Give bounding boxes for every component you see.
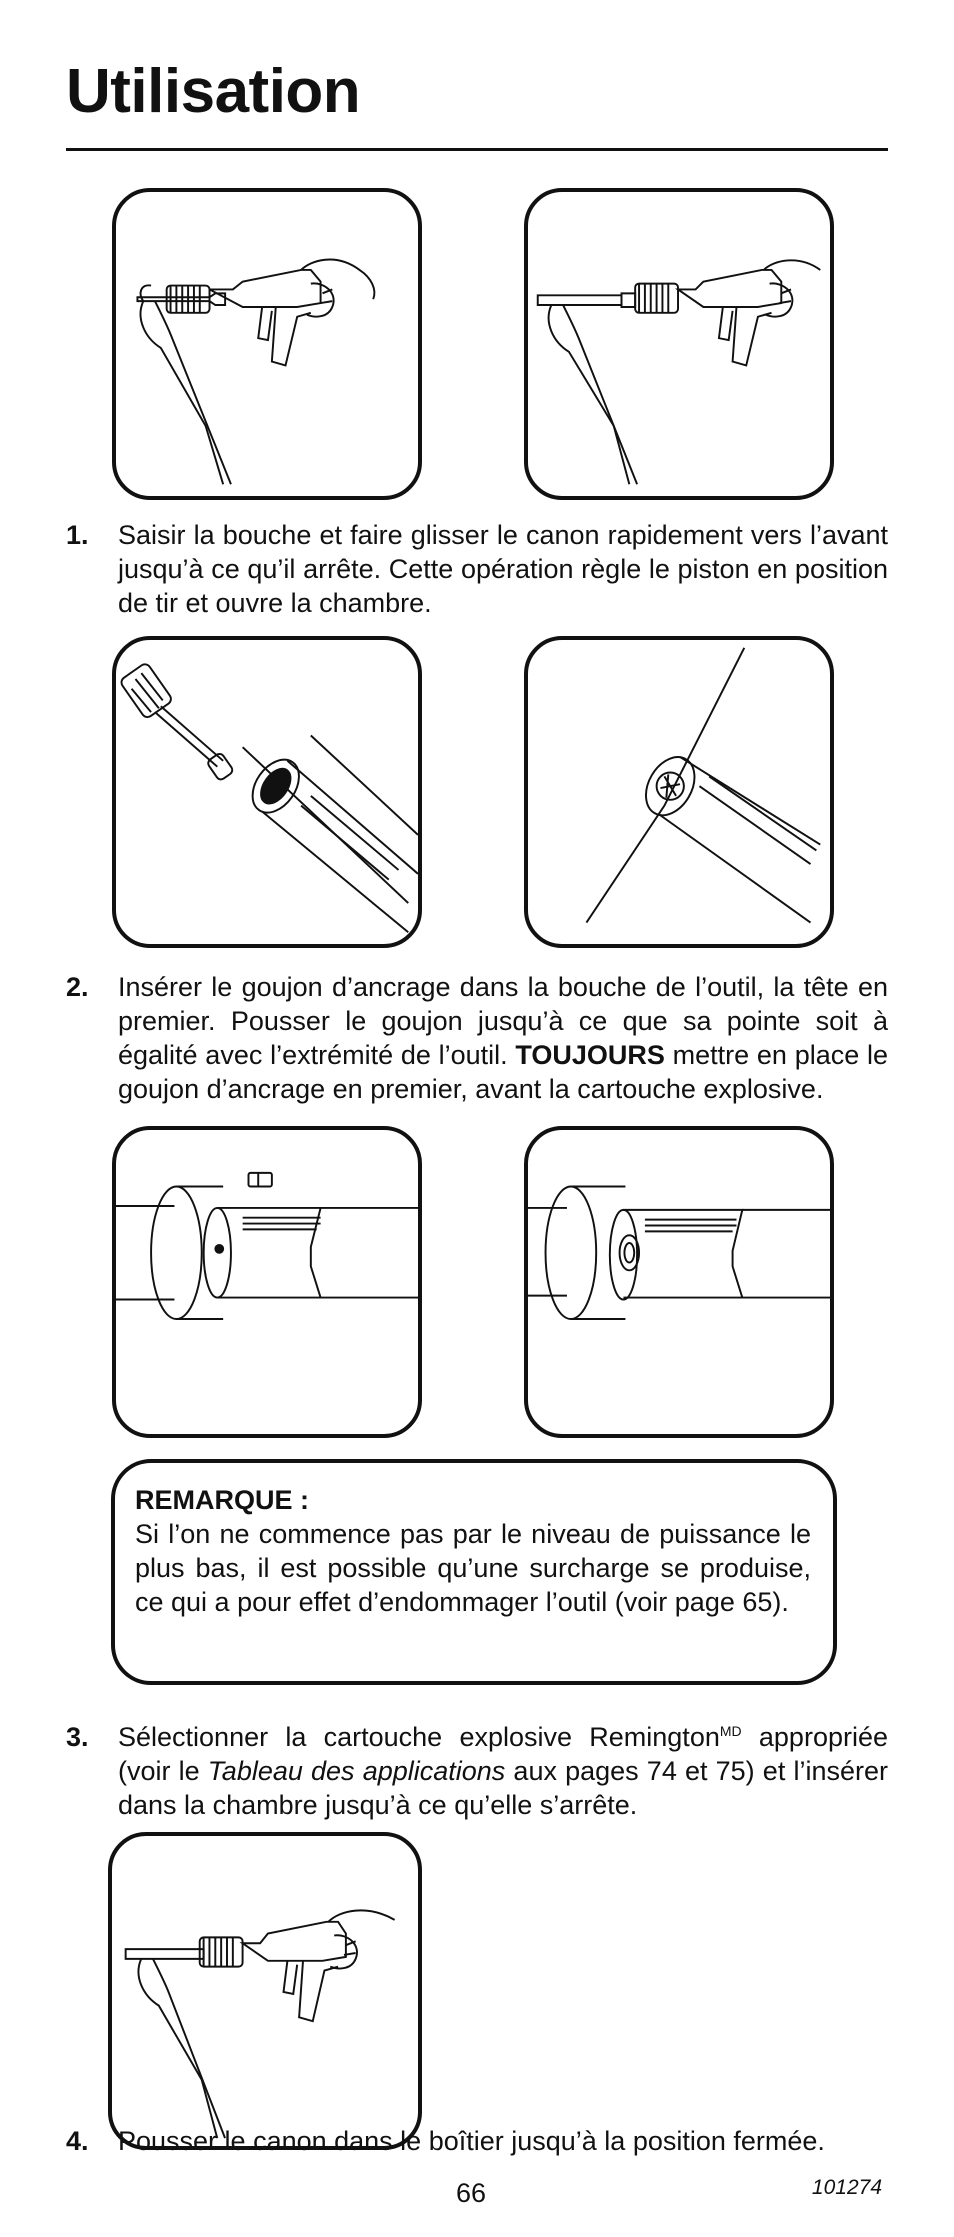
step-text: Pousser le canon dans le boîtier jusqu’à la position fermée. [118,2126,825,2156]
step-text-part: mettre en place le goujon d’ancrage en premier, avant la cartouche explosive. [118,1040,888,1104]
step-number: 3. [66,1722,89,1752]
step-text [118,970,888,1106]
illustration-insert-fastener [112,636,422,948]
step-italic: Tableau des applications [207,1756,506,1786]
step-text [118,1720,888,1822]
step-4 [66,2124,888,2158]
remark-box [111,1459,837,1685]
illustration-fastener-flush [524,636,834,948]
illustration-tool-closed [112,188,422,500]
title-divider [66,148,888,151]
step-number: 4. [66,2126,89,2156]
illustration-cartridge-inserted [524,1126,834,1438]
step-text-part: Sélectionner la cartouche explosive Remington [118,1722,720,1752]
page-number: 66 [456,2178,487,2208]
step-text-part: appropriée (voir le [118,1722,888,1786]
illustration-open-chamber [112,1126,422,1438]
step-number: 1. [66,520,89,550]
illustration-tool-push-closed [108,1832,422,2150]
step-number: 2. [66,972,89,1002]
remark-title: REMARQUE : [135,1485,309,1515]
step-text: Saisir la bouche et faire glisser le canon rapidement vers l’avant jusqu’à ce qu’il arrête. Cette opération règle le piston en position de tir et ouvre la chambre. [118,520,888,618]
remark-text: Si l’on ne commence pas par le niveau de puissance le plus bas, il est possible qu’une surcharge se produise, ce qui a pour effet d’endommager l’outil (voir page 65). [135,1519,811,1617]
step-emphasis: TOUJOURS [515,1040,665,1070]
step-text-part: aux pages 74 et 75) et l’insérer dans la chambre jusqu’à ce qu’elle s’arrête. [118,1756,888,1820]
page-title: Utilisation [66,57,361,126]
step-1 [66,518,888,620]
step-text-part: Insérer le goujon d’ancrage dans la bouche de l’outil, la tête en premier. Pousser le goujon jusqu’à ce que sa pointe soit à égalité avec l’extrémité de l’outil. [118,972,888,1070]
trademark-superscript: MD [719,1723,742,1739]
step-2 [66,970,888,1106]
step-3 [66,1720,888,1822]
illustration-tool-barrel-forward [524,188,834,500]
document-code: 101274 [811,2176,882,2199]
